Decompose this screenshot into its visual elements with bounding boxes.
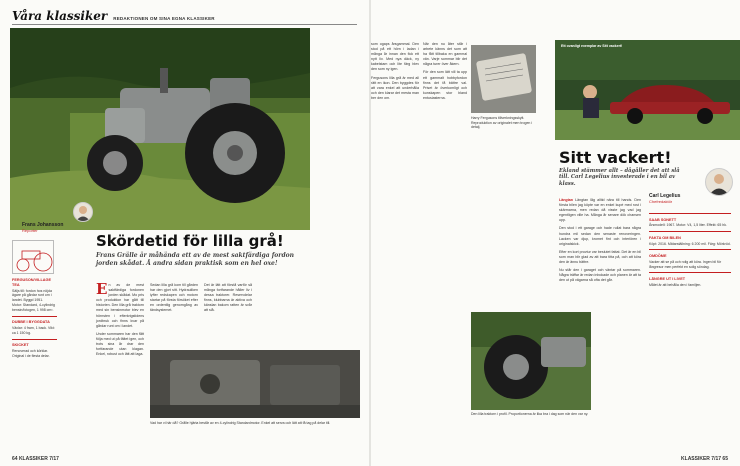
right-page	[371, 0, 740, 466]
body-text-1: n av de mest saktfärdiga fordonen jorden skådat. Mo pris och produktion har gått till historien. Den lilla grå traktorn med sin bensinmotor blev en hörnsten i efterkrigstidens jordbruk och finns kvar på gårdar runt om i landet.	[96, 283, 144, 328]
byline-right	[649, 193, 680, 204]
article-col-1: En av de mest saktfärdiga fordonen jorden skådat. Mo pris och produktion har gått till historien. Den lilla grå traktorn med sin bensinmotor blev en hörnsten i efterkrigstidens jordbruk och finns kvar på gårdar runt om i landet. Under sommaren har den fått följa med ut på fältet igen, och trots sina år drar den fortfarande utan klagan. Enkel, robust och lätt att laga.	[96, 280, 144, 357]
fact-box	[12, 240, 57, 440]
editor-avatar	[705, 168, 733, 196]
wheel-photo	[471, 312, 591, 410]
section-title: Våra klassiker	[12, 9, 108, 23]
right-body-1: Längtan låg alltid nära till hands. Den första bilen jag köpte var en enkel kupé med rost i skärmarna, men redan då visste jag vad jag egentligen ville ha. Många år senare dök chansen upp.	[559, 198, 641, 223]
article-col-4	[371, 42, 419, 104]
car-photo	[555, 40, 740, 140]
ingress: Frans Grälle är måhända ett av de mest saktfärdiga fordon jorden skådat. Å andra sidan praktisk som en hel oxe!	[96, 252, 295, 267]
reporter-avatar	[73, 202, 93, 222]
right-body-4: Nu står den i garaget och väntar på sommaren. Några träffar är redan inbokade och planen är att ta den ut på vägarna så ofta det går.	[559, 268, 641, 283]
plate-caption: Harry Fergusons tillverkningsskylt. Reproduktion av originalet men trogen i detalj.	[471, 116, 533, 130]
body-text-2: Sedan lilla grå kom till gården har den gjort sitt. Hydrauliken lyfter redskapen och motorn startar på första försöket efter en ordentlig genomgång av tändsystemet.	[150, 283, 198, 313]
byline-right-name: Carl Legelius	[649, 193, 681, 199]
facts-heading-3: SKICKET	[12, 343, 29, 348]
headline: Skördetid för lilla grå!	[96, 232, 284, 250]
fact-box-right	[649, 210, 731, 288]
r-facts-heading-4: LÄNGRE UT I LIVET	[649, 276, 686, 281]
plate-photo	[471, 45, 536, 113]
article-col-5	[423, 42, 467, 104]
body-text-5b: För den som lätt vill ta upp ett gammalt hobbyfordon finns det få bättre val. Priset är överkomligt och kunskapen stor bland entusiasterna.	[423, 70, 467, 100]
r-facts-heading-1: SAAB SONETT	[649, 217, 677, 222]
engine-photo	[150, 350, 360, 418]
r-facts-heading-2: FAKTA OM BILEN	[649, 235, 681, 240]
body-text-3: Det är lätt att förstå varför så många fortfarande håller liv i dessa traktorer. Reservdelar finns, klubbarna är aktiva och känslan bakom ratten är svår att slå.	[204, 283, 252, 313]
folio-left: 64 KLASSIKER 7/17	[12, 456, 59, 462]
article-col-3	[204, 283, 252, 317]
facts-heading-1: FERGUSON/VILLAGE TEA	[12, 278, 52, 287]
section-header	[12, 9, 215, 23]
r-facts-text-1: Årsmodell: 1967. Motor: V4, 1,5 liter. Effekt: 65 hk.	[649, 223, 727, 228]
r-facts-text-3: Vacker att se på och rolig att köra. Ingen bil för långresor men perfekt en solig söndag.	[649, 259, 722, 269]
ingress-right: Ekland stämmer allt – dågåller det att slå till. Carl Legelius investerade i en bil av klass.	[559, 168, 680, 187]
header-rule	[12, 24, 357, 25]
article-right-col: Längtan Längtan låg alltid nära till hands. Den första bilen jag köpte var en enkel kupé med rost i skärmarna, men redan då visste jag vad jag egentligen ville ha. Många år senare dök chansen upp. Den stod i ett garage och hade rullat bara några hundra mil sedan den senaste renoveringen. Lacken var djup, kromet fint och interiören i originalskick. Efter en kort provtur var beslutet fattat. Det är en bil som man blir glad av att bara titta på, och att köra den är ännu bättre. Nu står den i garaget och väntar på sommaren. Några träffar är redan inbokade och planen är att ta den ut på vägarna så ofta det går.	[559, 198, 641, 283]
wheel-caption: Den lilla traktorn i profil. Proportionerna är lika bra i dag som när den var ny.	[471, 412, 589, 416]
byline-right-role: Chefredaktör	[649, 199, 673, 204]
tractor-sketch	[12, 240, 54, 274]
section-subtitle: REDAKTIONEN OM SINA EGNA KLASSIKER	[113, 16, 215, 21]
r-facts-text-2: Köpt: 2016. Mätarställning: 6 200 mil. Färg: Mörkröd.	[649, 241, 731, 246]
article-col-2	[150, 283, 198, 317]
facts-text-1: Säljs till: fordon hos nöjda ägare på gårdar runt om i landet. Byggd 1951.	[12, 288, 52, 303]
body-text-1b: Under sommaren har den fått följa med ut på fältet igen, och trots sina år drar den fortfarande utan klagan. Enkel, robust och lätt att laga.	[96, 331, 144, 357]
byline-role: Reporter	[22, 228, 38, 233]
engine-caption: Vad har vi här då? Grålle hjärta består av en 4-cylindrig Standardmotor. Enkel att serva och lätt att få tag på delar till.	[150, 421, 331, 425]
r-facts-heading-3: OMDÖME	[649, 253, 667, 258]
facts-text-3: Växlar: 4 fram, 1 back. Vikt: ca 1 150 kg.	[12, 325, 55, 335]
body-text-4: som ogaps årsgammal. Den stod på ett hörn i ladan i många år innan den fick ett nytt liv. Med nya däck, ny kabelstam och lite färg blev den som ny igen.	[371, 42, 419, 72]
byline	[22, 222, 63, 233]
facts-text-2: Motor: Standard, 4-cylindrig bensin/fotogen, 1 998 cm³.	[12, 302, 55, 312]
body-text-4b: Fergusons lilla grå är med all rätt en ikon. Den byggdes för att vara enkel att underhålla och den klarar det mesta man ber den om.	[371, 75, 419, 100]
tractor-photo	[10, 28, 310, 230]
facts-text-4: Renoverad och körklar. Original i de flesta delar.	[12, 348, 50, 358]
r-facts-text-4: Målet är att behålla den i familjen.	[649, 282, 702, 287]
left-page	[0, 0, 369, 466]
folio-right: KLASSIKER 7/17 65	[681, 456, 728, 462]
right-body-2: Den stod i ett garage och hade rullat bara några hundra mil sedan den senaste renoveringen. Lacken var djup, kromet fint och interiören i originalskick.	[559, 226, 641, 246]
byline-name: Frans Johansson	[22, 222, 64, 228]
body-text-5: När den nu åter står i arbete känns det som att ha fått tillbaka en gammal vän. Varje sommar blir det några turer över åkern.	[423, 42, 467, 67]
right-body-3: Efter en kort provtur var beslutet fattat. Det är en bil som man blir glad av att bara titta på, och att köra den är ännu bättre.	[559, 249, 641, 265]
facts-heading-2: DUBBE I BYGGDATA	[12, 320, 50, 325]
headline-right: Sitt vackert!	[559, 148, 672, 167]
car-photo-caption: Ett ovanligt exemplar av Sitt vackert!	[561, 44, 623, 48]
